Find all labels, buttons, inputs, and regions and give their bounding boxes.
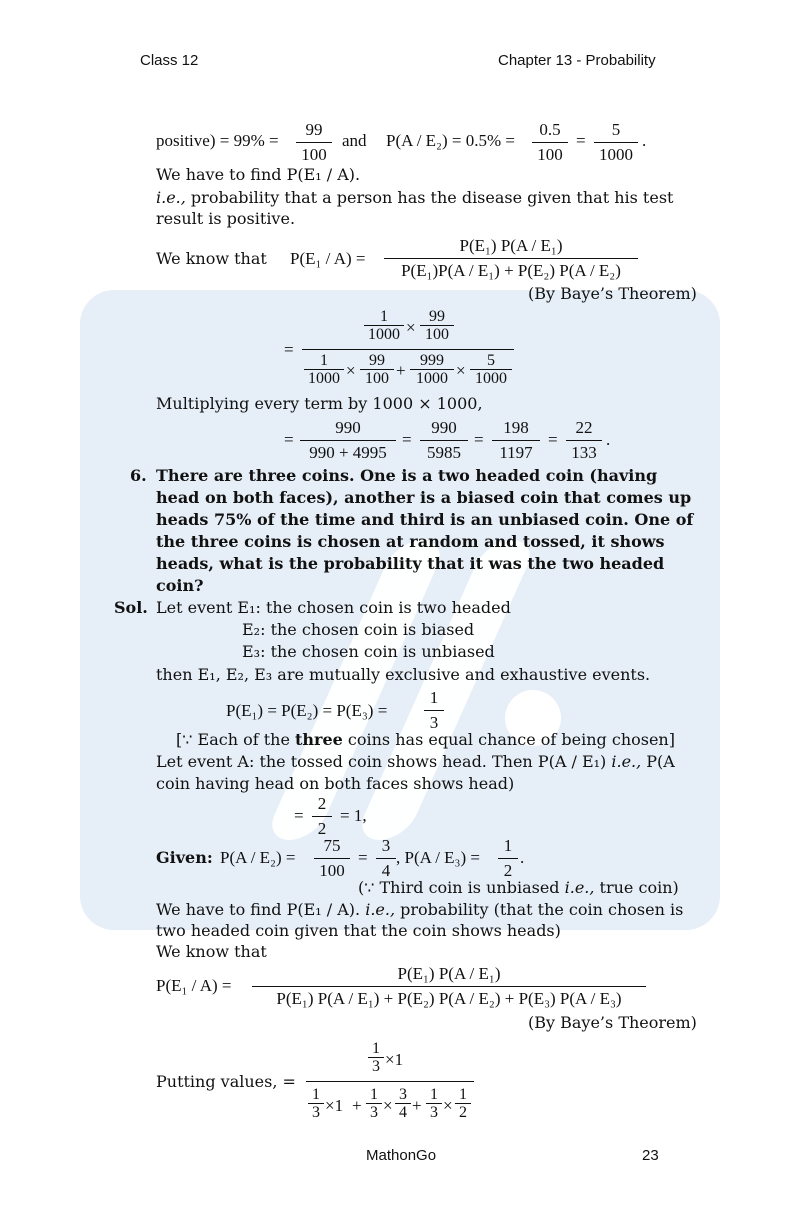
numerator: 3 — [395, 1086, 411, 1104]
numerator: 3 — [376, 836, 396, 859]
fraction-1-3 — [368, 1040, 384, 1075]
denominator: 100 — [319, 861, 345, 880]
ie-label: i.e., — [611, 752, 642, 771]
event-a-end: P(A — [641, 752, 675, 771]
fraction-198-1197 — [492, 418, 540, 463]
denominator: 1000 — [475, 370, 507, 387]
numerator: 1 — [304, 352, 344, 370]
bayes-note: (By Baye’s Theorem) — [528, 284, 697, 303]
fraction-1-1000 — [364, 308, 404, 343]
bayes-lhs: P(E₁ / A) = — [156, 976, 232, 995]
question-line: the three coins is chosen at random and tossed, it shows — [156, 532, 665, 551]
p-a-e2: P(A / E₂) = 0.5% = — [386, 131, 515, 150]
period: . — [520, 848, 525, 867]
times-one: ×1 — [325, 1096, 344, 1115]
denominator: 1000 — [308, 370, 340, 387]
denominator: 4 — [381, 861, 391, 880]
denominator: 3 — [429, 713, 439, 732]
question-line: coin? — [156, 576, 204, 595]
event-e1: Let event E₁: the chosen coin is two headed — [156, 598, 511, 617]
numerator: 1 — [366, 1086, 382, 1104]
fraction-99-100 — [360, 352, 394, 387]
equals: = — [284, 430, 294, 449]
unbiased-post: true coin) — [594, 878, 679, 897]
numerator: 198 — [492, 418, 540, 441]
event-e3: E₃: the chosen coin is unbiased — [242, 642, 495, 661]
numerator: 1 — [426, 1086, 442, 1104]
numerator: 1 — [455, 1086, 471, 1104]
denominator: 3 — [372, 1058, 380, 1075]
times: × — [406, 318, 416, 337]
fraction-75-100 — [314, 836, 350, 881]
equals: = — [402, 430, 412, 449]
period: . — [606, 430, 611, 449]
equals: = — [358, 848, 368, 867]
find-pre: We have to find P(E₁ / A). — [156, 900, 366, 919]
reason-pre: [∵ Each of the — [176, 730, 296, 749]
denominator: 133 — [571, 443, 597, 462]
exhaustive-text: then E₁, E₂, E₃ are mutually exclusive and exhaustive events. — [156, 665, 651, 684]
and-text: and — [342, 131, 367, 150]
priors: P(E₁) = P(E₂) = P(E₃) = — [226, 701, 388, 720]
solution-label: Sol. — [114, 598, 148, 617]
header-chapter: Chapter 13 - Probability — [498, 52, 656, 69]
ie-text: probability that a person has the disease given that his test — [185, 188, 674, 207]
equals: = — [474, 430, 484, 449]
times: × — [443, 1096, 453, 1115]
unbiased-pre: (∵ Third coin is unbiased — [358, 878, 565, 897]
numerator: 2 — [312, 794, 332, 817]
fraction-3-4 — [376, 836, 396, 881]
times: × — [346, 361, 356, 380]
equals: = — [294, 806, 304, 825]
fraction-5-1000 — [470, 352, 512, 387]
event-a-line — [156, 752, 675, 772]
denominator: 1197 — [499, 443, 533, 462]
fraction-5-1000 — [594, 120, 638, 165]
numerator: 1 — [498, 836, 518, 859]
ie-label: i.e., — [365, 900, 396, 919]
multiplying-text: Multiplying every term by 1000 × 1000, — [156, 394, 483, 413]
find-line — [156, 900, 683, 920]
footer-brand: MathonGo — [366, 1147, 437, 1164]
period: . — [642, 131, 647, 150]
numerator: 999 — [410, 352, 454, 370]
page-number: 23 — [642, 1147, 659, 1164]
denominator: 100 — [537, 145, 563, 164]
fraction-0.5-100 — [532, 120, 568, 165]
fraction-999-1000 — [410, 352, 454, 387]
given-p-a-e2: P(A / E₂) = — [220, 848, 296, 867]
fraction-1-3 — [424, 688, 444, 733]
question-line: heads 75% of the time and third is an unbiased coin. One of — [156, 510, 694, 529]
find-post: probability (that the coin chosen is — [395, 900, 684, 919]
equals-one: = 1, — [340, 806, 367, 825]
question-number: 6. — [130, 466, 147, 485]
equals: = — [548, 430, 558, 449]
denominator: 3 — [370, 1104, 378, 1121]
numerator: 22 — [566, 418, 602, 441]
denominator: 1000 — [368, 326, 400, 343]
fraction-1-2 — [498, 836, 518, 881]
equals: = — [576, 131, 586, 150]
denominator: 3 — [312, 1104, 320, 1121]
bayes-denominator: P(E₁)P(A / E₁) + P(E₂) P(A / E₂) — [401, 261, 621, 280]
denominator: 1000 — [416, 370, 448, 387]
given-label: Given: — [156, 848, 213, 867]
numerator: 1 — [424, 688, 444, 711]
fraction-2-2 — [312, 794, 332, 839]
denominator: 2 — [317, 819, 327, 838]
denominator: 990 + 4995 — [309, 443, 387, 462]
fraction-990-5985 — [420, 418, 468, 463]
fraction-990-990+4995 — [300, 418, 396, 463]
find-line-2: two headed coin given that the coin shows heads) — [156, 921, 561, 940]
unbiased-note — [358, 878, 679, 898]
denominator: 2 — [459, 1104, 467, 1121]
fraction-1-3 — [426, 1086, 442, 1121]
numerator: 0.5 — [532, 120, 568, 143]
we-know-that: We know that — [156, 249, 267, 268]
question-line: head on both faces), another is a biased coin that comes up — [156, 488, 692, 507]
times: × — [383, 1096, 393, 1115]
fraction-1-3 — [308, 1086, 324, 1121]
numerator: 75 — [314, 836, 350, 859]
bayes-formula-2 — [252, 964, 646, 1009]
times-one: ×1 — [385, 1050, 404, 1069]
bayes-note: (By Baye’s Theorem) — [528, 1013, 697, 1032]
denominator: 1000 — [599, 145, 633, 164]
we-know-that: We know that — [156, 942, 267, 961]
fraction-99-100 — [296, 120, 332, 165]
reason-line — [176, 730, 675, 750]
numerator: 5 — [470, 352, 512, 370]
denominator: 2 — [503, 861, 513, 880]
bayes-denominator: P(E₁) P(A / E₁) + P(E₂) P(A / E₂) + P(E₃) P(A / E₃) — [276, 989, 622, 1008]
numerator: 1 — [364, 308, 404, 326]
question-line: There are three coins. One is a two headed coin (having — [156, 466, 658, 485]
bayes-lhs: P(E₁ / A) = — [290, 249, 366, 268]
denominator: 100 — [301, 145, 327, 164]
question-line: heads, what is the probability that it was the two headed — [156, 554, 665, 573]
main-fraction-bar — [306, 1081, 474, 1082]
fraction-99-100 — [420, 308, 454, 343]
ie-line — [156, 188, 673, 208]
plus: + — [396, 361, 406, 380]
denominator: 100 — [365, 370, 389, 387]
header-class: Class 12 — [140, 52, 199, 69]
denominator: 4 — [399, 1104, 407, 1121]
bayes-formula — [384, 236, 638, 281]
numerator: 5 — [594, 120, 638, 143]
fraction-3-4 — [395, 1086, 411, 1121]
find-text: We have to find P(E₁ / A). — [156, 165, 361, 184]
plus: + — [412, 1096, 422, 1115]
numerator: 99 — [296, 120, 332, 143]
fraction-1-1000 — [304, 352, 344, 387]
numerator: 1 — [368, 1040, 384, 1058]
times: × — [456, 361, 466, 380]
numerator: 990 — [420, 418, 468, 441]
event-a-text: Let event A: the tossed coin shows head. Then P(A / E₁) — [156, 752, 612, 771]
reason-post: coins has equal chance of being chosen] — [342, 730, 675, 749]
bayes-numerator: P(E₁) P(A / E₁) — [384, 236, 638, 259]
event-a-line-2: coin having head on both faces shows head) — [156, 774, 515, 793]
ie-label: i.e., — [564, 878, 595, 897]
equals: = — [284, 340, 294, 359]
ie-line-2: result is positive. — [156, 209, 296, 228]
ie-label: i.e., — [156, 188, 186, 207]
fraction-1-3 — [366, 1086, 382, 1121]
denominator: 3 — [430, 1104, 438, 1121]
numerator: 99 — [360, 352, 394, 370]
plus: + — [352, 1096, 362, 1115]
given-p-a-e3: , P(A / E₃) = — [396, 848, 480, 867]
putting-values: Putting values, = — [156, 1072, 296, 1091]
numerator: 99 — [420, 308, 454, 326]
fraction-22-133 — [566, 418, 602, 463]
denominator: 5985 — [427, 443, 461, 462]
event-e2: E₂: the chosen coin is biased — [242, 620, 475, 639]
line-positive: positive) = 99% = — [156, 131, 279, 150]
denominator: 100 — [425, 326, 449, 343]
numerator: 1 — [308, 1086, 324, 1104]
reason-bold: three — [295, 730, 343, 749]
main-fraction-bar — [302, 349, 514, 350]
bayes-numerator: P(E₁) P(A / E₁) — [252, 964, 646, 987]
fraction-1-2 — [455, 1086, 471, 1121]
numerator: 990 — [300, 418, 396, 441]
